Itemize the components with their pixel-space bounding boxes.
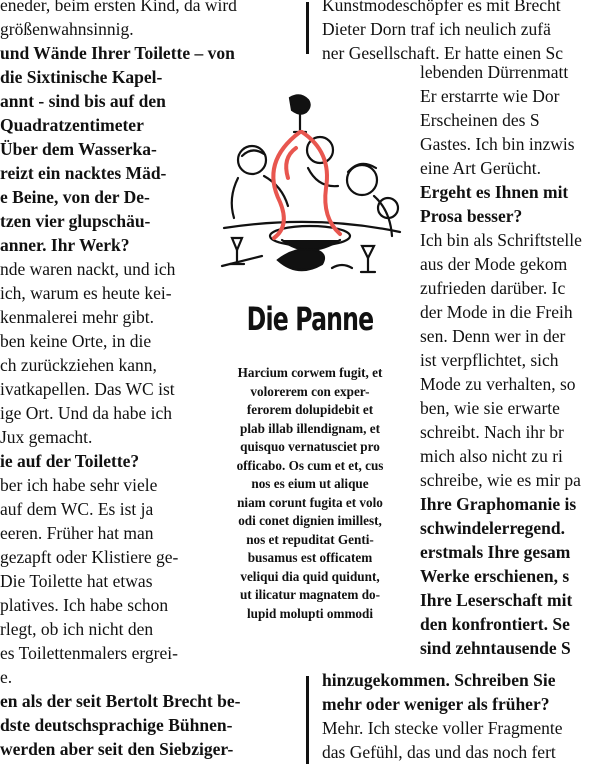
text-line: e Beine, von der De- xyxy=(0,187,150,207)
text-line: es Toilettenmalers ergrei- xyxy=(0,643,178,663)
text-line: Prosa besser? xyxy=(420,206,523,226)
text-line: erstmals Ihre gesam xyxy=(420,542,571,562)
text-line: Ich bin als Schriftstelle xyxy=(420,230,582,250)
caption-line: nos es eium ut alique xyxy=(251,476,369,491)
caption-line: ut ilicatur magnatem do- xyxy=(239,587,381,602)
text-line: Er erstarrte wie Dor xyxy=(420,86,560,106)
caption-line: niam corunt fugita et volo xyxy=(237,494,383,510)
text-line: Mehr. Ich stecke voller Fragmente xyxy=(322,718,563,738)
caption-line: officabo. Os cum et et, cus xyxy=(236,457,384,473)
text-line: das Gefühl, das und das noch fert xyxy=(322,742,556,762)
text-line: schreibt. Nach ihr br xyxy=(420,422,564,442)
text-line: Werke erschienen, s xyxy=(420,566,570,586)
text-line: die Sixtinische Kapel- xyxy=(0,67,163,87)
text-line: Die Toilette hat etwas xyxy=(0,571,153,591)
caption-line: odi conet dignien imillest, xyxy=(238,513,382,528)
inset-title: Die Panne xyxy=(246,300,374,338)
text-line: ich, warum es heute kei- xyxy=(0,283,172,303)
text-line: Ihre Graphomanie is xyxy=(420,494,577,514)
text-line: größenwahnsinnig. xyxy=(0,19,134,39)
text-line: lebenden Dürrenmatt xyxy=(420,62,569,82)
text-line: Dieter Dorn traf ich neulich zufä xyxy=(322,19,551,39)
text-line: ie auf der Toilette? xyxy=(0,451,140,471)
caption-line: lupid molupti ommodi xyxy=(246,605,374,621)
text-line: sen. Denn wer in der xyxy=(420,326,566,346)
text-line: ner Gesellschaft. Er hatte einen Sc xyxy=(322,43,564,63)
text-line: ber ich habe sehr viele xyxy=(0,475,158,495)
caption-line: busamus est officatem xyxy=(247,550,373,565)
caption-line: nos et repuditat Genti- xyxy=(246,531,374,547)
text-line: reizt ein nacktes Mäd- xyxy=(0,163,167,183)
text-line: rlegt, ob ich nicht den xyxy=(0,619,154,639)
caption-line: volorerem con exper- xyxy=(250,383,370,399)
text-line: zufrieden darüber. Ic xyxy=(420,278,566,298)
caption-line: plab illab illendignam, et xyxy=(240,420,380,436)
text-line: werden aber seit den Siebziger- xyxy=(0,739,234,759)
text-line: en als der seit Bertolt Brecht be- xyxy=(0,691,241,711)
text-line: und Wände Ihrer Toilette – von xyxy=(0,43,235,63)
text-line: ivatkapellen. Das WC ist xyxy=(0,379,175,399)
text-line: hinzugekommen. Schreiben Sie xyxy=(322,670,556,690)
column-rule-top xyxy=(306,2,309,54)
text-line: anner. Ihr Werk? xyxy=(0,235,130,255)
text-line: den konfrontiert. Se xyxy=(420,614,570,634)
text-line: ben, wie sie erwarte xyxy=(420,398,560,418)
dinner-illustration xyxy=(212,88,408,284)
text-line: ch zurückziehen kann, xyxy=(0,355,157,375)
text-line: eine Art Gerücht. xyxy=(420,158,541,178)
text-line: nde waren nackt, und ich xyxy=(0,259,176,279)
text-line: eeren. Früher hat man xyxy=(0,523,154,543)
text-line: sind zehntausende S xyxy=(420,638,571,658)
text-line: dste deutschsprachige Bühnen- xyxy=(0,715,233,735)
caption-line: veliqui dia quid quidunt, xyxy=(240,568,380,584)
text-line: mehr oder weniger als früher? xyxy=(322,694,550,714)
text-line: der Mode in die Freih xyxy=(420,302,573,322)
text-line: Quadratzentimeter xyxy=(0,115,144,135)
text-line: eneder, beim ersten Kind, da wird xyxy=(0,0,237,15)
text-line: Ergeht es Ihnen mit xyxy=(420,182,569,202)
text-line: ben keine Orte, in die xyxy=(0,331,152,351)
text-line: annt - sind bis auf den xyxy=(0,91,166,111)
text-line: schreibe, wie es mir pa xyxy=(420,470,581,490)
text-line: Jux gemacht. xyxy=(0,427,93,447)
text-line: kenmalerei mehr gibt. xyxy=(0,307,155,327)
text-line: Gastes. Ich bin inzwis xyxy=(420,134,575,154)
text-line: platives. Ich habe schon xyxy=(0,595,169,615)
text-line: Erscheinen des S xyxy=(420,110,540,130)
text-line: tzen vier glupschäu- xyxy=(0,211,151,231)
text-line: Ihre Leserschaft mit xyxy=(420,590,573,610)
text-line: Mode zu verhalten, so xyxy=(420,374,576,394)
inset-caption xyxy=(212,364,408,623)
text-line: auf dem WC. Es ist ja xyxy=(0,499,154,519)
caption-line: ferorem dolupidebit et xyxy=(246,402,374,417)
text-line: ige Ort. Und da habe ich xyxy=(0,403,173,423)
text-line: mich also nicht zu ri xyxy=(420,446,563,466)
text-line: e. xyxy=(0,667,13,687)
caption-line: quisquo vernatusciet pro xyxy=(240,439,380,454)
caption-line: Harcium corwem fugit, et xyxy=(237,365,383,380)
text-line: schwindelerregend. xyxy=(420,518,566,538)
text-line: ist verpflichtet, sich xyxy=(420,350,559,370)
text-line: Kunstmodeschöpfer es mit Brecht xyxy=(322,0,561,15)
column-rule-bottom xyxy=(306,676,309,764)
text-line: gezapft oder Klistiere ge- xyxy=(0,547,179,567)
text-line: Über dem Wasserka- xyxy=(0,139,157,159)
text-line: aus der Mode gekom xyxy=(420,254,568,274)
